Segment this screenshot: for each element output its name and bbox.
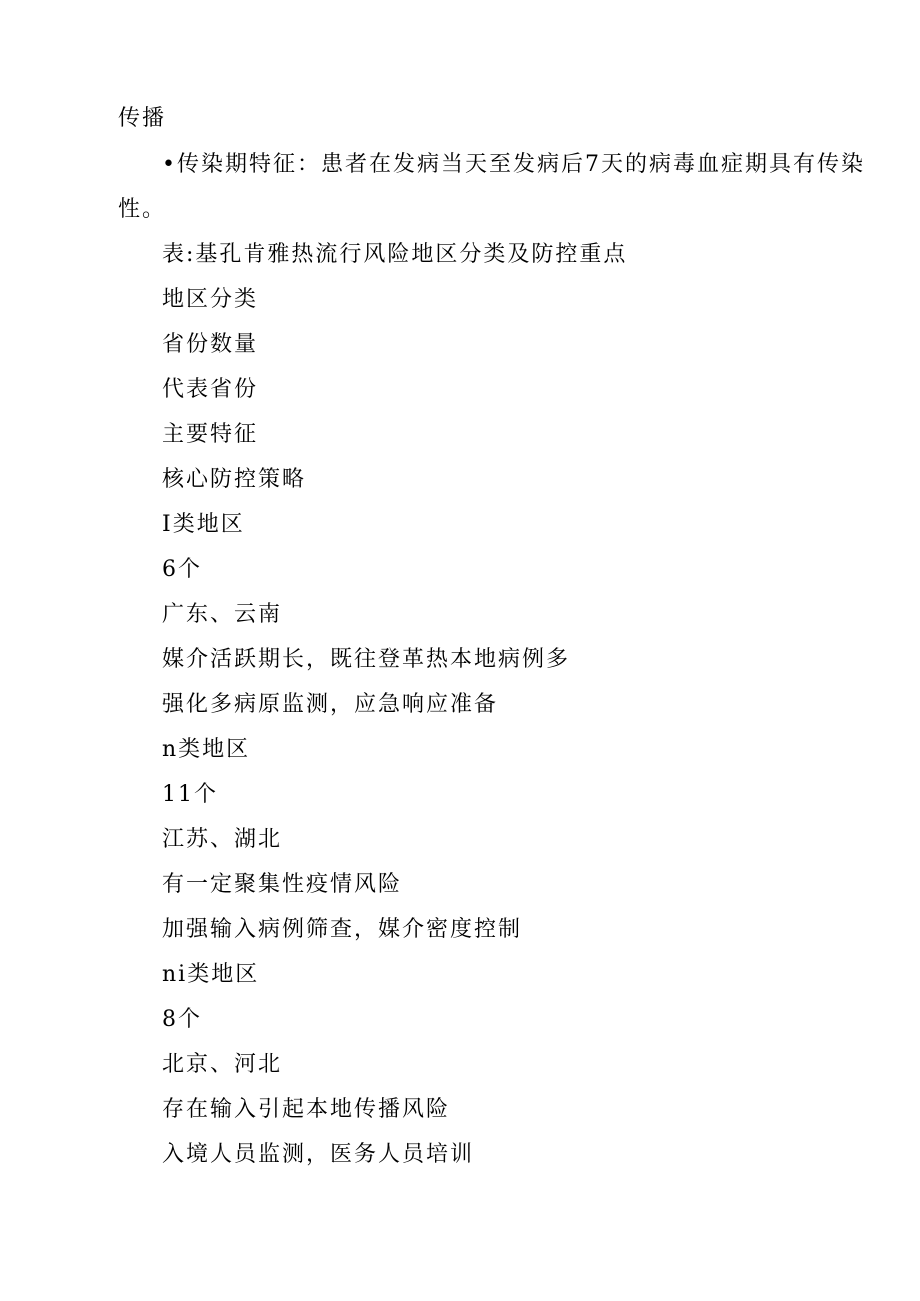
table-cell-row1-provinces: 广东、云南	[162, 602, 283, 627]
table-cell-row2-strategy: 加强输入病例筛查，媒介密度控制	[162, 917, 523, 942]
table-cell-row3-class: ni类地区	[162, 962, 260, 987]
table-header-region-class: 地区分类	[162, 287, 259, 312]
table-cell-row3-strategy: 入境人员监测，医务人员培训	[162, 1142, 475, 1167]
table-cell-row1-features: 媒介活跃期长，既往登革热本地病例多	[162, 647, 571, 672]
table-caption: 表:基孔肯雅热流行风险地区分类及防控重点	[162, 242, 628, 267]
table-cell-row2-count: 11个	[162, 782, 218, 807]
table-header-representative-provinces: 代表省份	[162, 377, 259, 402]
table-cell-row3-features: 存在输入引起本地传播风险	[162, 1097, 451, 1122]
paragraph-transmission: 传播	[118, 106, 167, 131]
table-cell-row1-class: I类地区	[162, 512, 245, 537]
paragraph-infectious-period: •传染期特征：患者在发病当天至发病后7天的病毒血症期具有传染	[162, 152, 865, 177]
paragraph-infectious-period-continued: 性。	[118, 197, 167, 222]
table-cell-row1-count: 6个	[162, 557, 202, 582]
table-header-core-strategy: 核心防控策略	[162, 467, 307, 492]
table-cell-row2-provinces: 江苏、湖北	[162, 827, 283, 852]
table-header-main-features: 主要特征	[162, 422, 259, 447]
table-cell-row3-provinces: 北京、河北	[162, 1052, 283, 1077]
table-header-province-count: 省份数量	[162, 332, 259, 357]
table-cell-row1-strategy: 强化多病原监测，应急响应准备	[162, 692, 499, 717]
table-cell-row2-class: n类地区	[162, 737, 251, 762]
table-cell-row2-features: 有一定聚集性疫情风险	[162, 872, 403, 897]
table-cell-row3-count: 8个	[162, 1007, 202, 1032]
